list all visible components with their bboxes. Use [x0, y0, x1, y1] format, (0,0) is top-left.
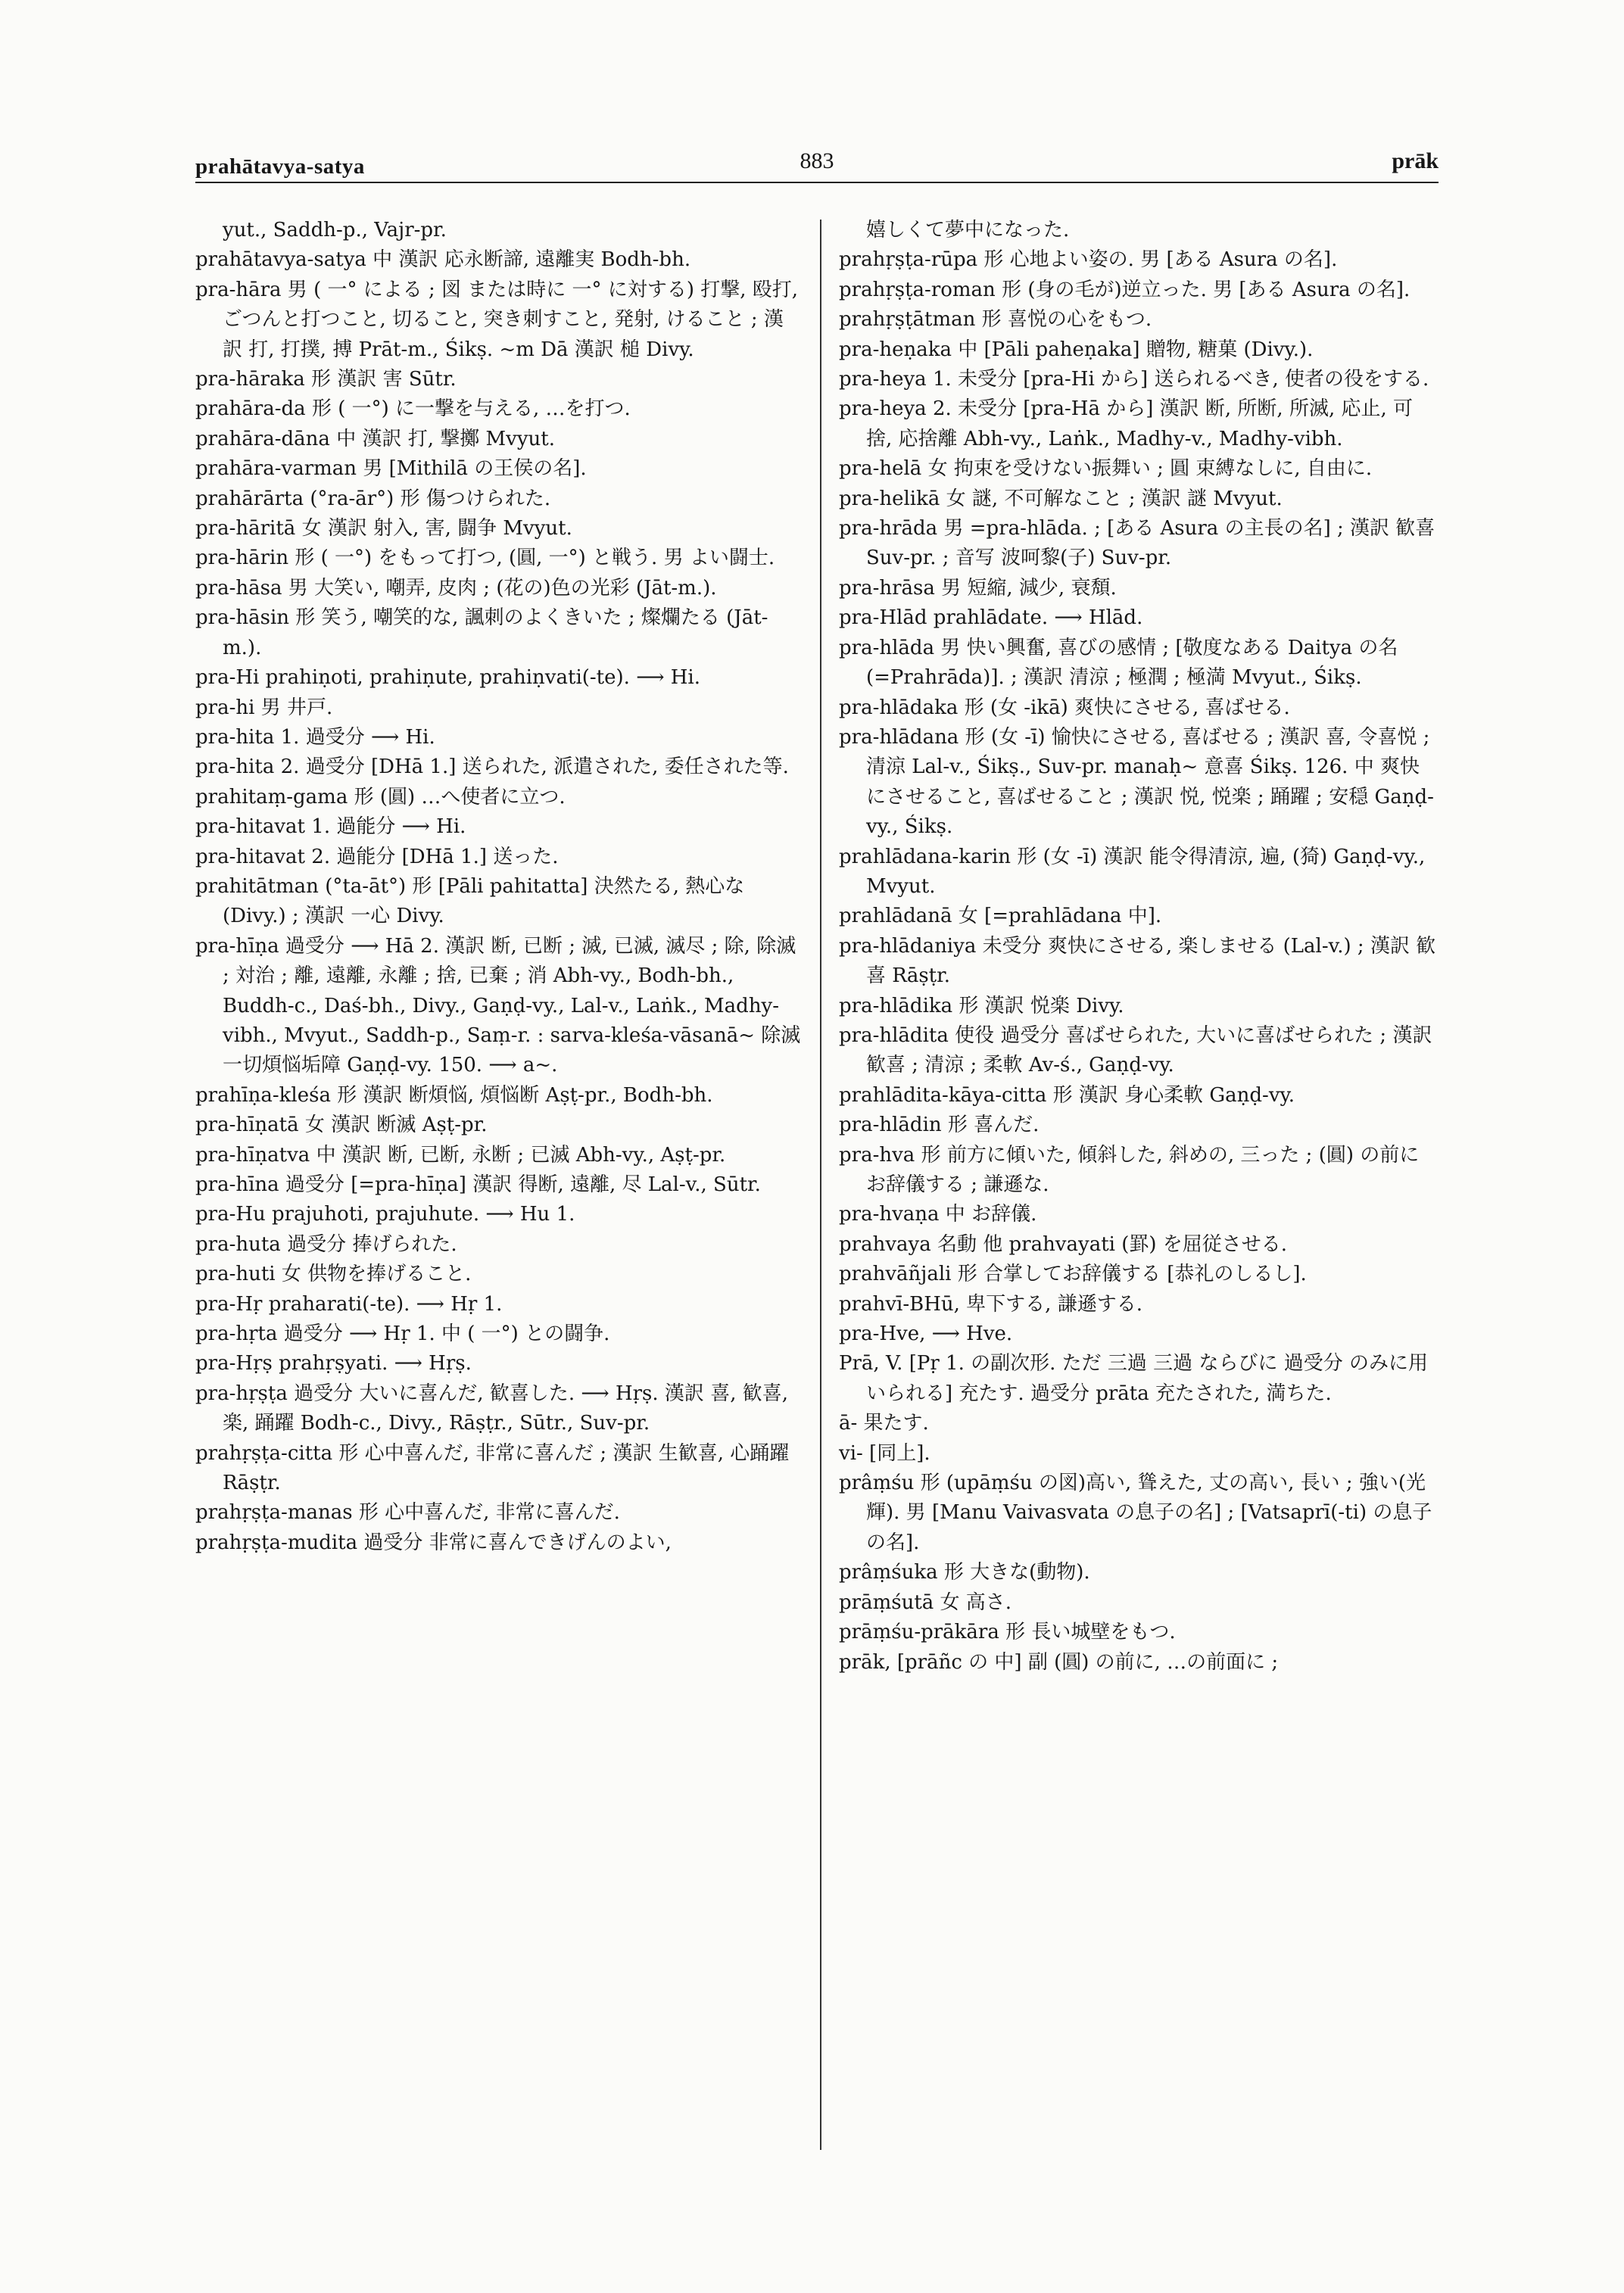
column-divider [820, 220, 821, 2150]
dictionary-entry: pra-hrāsa 男 短縮, 減少, 衰頽. [839, 576, 1117, 600]
dictionary-entry: pra-hitavat 2. 過能分 [DHā 1.] 送った. [195, 845, 559, 868]
dictionary-entry: prahitaṃ-gama 形 (圓) …へ使者に立つ. [195, 785, 566, 808]
dictionary-entry: pra-hāraka 形 漢訳 害 Sūtr. [195, 368, 457, 391]
dictionary-entry: prāk, [prāñc の 中] 副 (圓) の前に, …の前面に ; [839, 1650, 1279, 1674]
dictionary-entry: yut., Saddh-p., Vajr-pr. [223, 219, 447, 241]
dictionary-entry: pra-hāsa 男 大笑い, 嘲弄, 皮肉 ; (花の)色の光彩 (Jāt-m.). [195, 576, 717, 600]
dictionary-entry: prahitātman (°ta-āt°) 形 [Pāli pahitatta] 決然たる, 熱心な (Divy.) ; 漢訳 一心 Divy. [195, 874, 745, 928]
dictionary-entry: prahārārta (°ra-ār°) 形 傷つけられた. [195, 487, 551, 510]
dictionary-entry: pra-Hṛṣ prahṛṣyati. ⟶ Hṛṣ. [195, 1352, 472, 1375]
dictionary-entry: pra-hita 1. 過受分 ⟶ Hi. [195, 725, 435, 749]
dictionary-entry: pra-hṛta 過受分 ⟶ Hṛ 1. 中 ( 一°) との闘争. [195, 1323, 610, 1346]
dictionary-entry: prahṛṣṭa-citta 形 心中喜んだ, 非常に喜んだ ; 漢訳 生歓喜, 心踊躍 Rāṣṭr. [195, 1441, 790, 1495]
dictionary-entry: prahātavya-satya 中 漢訳 応永断諦, 遠離実 Bodh-bh. [195, 248, 691, 272]
dictionary-entry: Prā, V. [Pṛ 1. の副次形. ただ 三過 三過 ならびに 過受分 のみに用いられる] 充たす. 過受分 prāta 充たされた, 満ちた. [839, 1352, 1428, 1405]
dictionary-entry: pra-heya 2. 未受分 [pra-Hā から] 漢訳 断, 所断, 所滅, 応止, 可捨, 応捨離 Abh-vy., Laṅk., Madhy-v., Madhy-vibh. [839, 397, 1414, 450]
running-head-left: prahātavya-satya [195, 154, 365, 179]
dictionary-entry: prahvāñjali 形 合掌してお辞儀する [恭礼のしるし]. [839, 1263, 1307, 1286]
dictionary-entry: pra-hīṇa 過受分 ⟶ Hā 2. 漢訳 断, 已断 ; 滅, 已滅, 滅尽 ; 除, 除滅 ; 対治 ; 離, 遠離, 永離 ; 捨, 已棄 ; 消 Abh-vy., Bodh-bh., Buddh-c., Daś-bh., Divy., Gaṇḍ-vy., Lal-v., Laṅk., Madhy-vibh., Mvyut., Saddh-p., Saṃ-r. : sarva-kleśa-vāsanā~ 除滅一切煩悩垢障 Gaṇḍ-vy. 150. ⟶ a~. [195, 934, 801, 1077]
dictionary-entry: prahāra-da 形 ( 一°) に一撃を与える, …を打つ. [195, 397, 631, 421]
dictionary-entry: pra-hāra 男 ( 一° による ; 図 または時に 一° に対する) 打撃, 殴打, ごつんと打つこと, 切ること, 突き刺すこと, 発射, けること ; 漢訳 打, 打撲, 搏 Prāt-m., Śikṣ. ~m Dā 漢訳 槌 Divy. [195, 278, 799, 361]
dictionary-entry: prahāra-varman 男 [Mithilā の王侯の名]. [195, 457, 587, 481]
dictionary-entry: pra-heṇaka 中 [Pāli paheṇaka] 贈物, 糖菓 (Divy.). [839, 338, 1314, 361]
dictionary-entry: prahṛṣṭa-mudita 過受分 非常に喜んできげんのよい, [195, 1531, 672, 1554]
dictionary-entry: pra-hlādaka 形 (女 -ikā) 爽快にさせる, 喜ばせる. [839, 696, 1290, 719]
dictionary-entry: pra-hlādika 形 漢訳 悦楽 Divy. [839, 994, 1124, 1017]
dictionary-entry: pra-hīna 過受分 [=pra-hīṇa] 漢訳 得断, 遠離, 尽 Lal-v., Sūtr. [195, 1173, 761, 1196]
dictionary-entry: pra-huta 過受分 捧げられた. [195, 1232, 457, 1256]
dictionary-entry: pra-hita 2. 過受分 [DHā 1.] 送られた, 派遣された, 委任された等. [195, 756, 789, 779]
dictionary-entry: pra-hlādaniya 未受分 爽快にさせる, 楽しませる (Lal-v.) ; 漢訳 歓喜 Rāṣṭr. [839, 934, 1436, 988]
left-column [195, 216, 801, 1558]
dictionary-entry: prahṛṣṭātman 形 喜悦の心をもつ. [839, 308, 1152, 332]
dictionary-entry: prahlādanā 女 [=prahlādana 中]. [839, 905, 1162, 928]
dictionary-entry: pra-hīṇatva 中 漢訳 断, 已断, 永断 ; 已滅 Abh-vy., Aṣṭ-pr. [195, 1143, 726, 1167]
dictionary-entry: pra-hlāda 男 快い興奮, 喜びの感情 ; [敬度なある Daitya の名 (=Prahrāda)]. ; 漢訳 清涼 ; 極潤 ; 極満 Mvyut., Śikṣ. [839, 636, 1398, 690]
dictionary-entry: pra-Hlād prahlādate. ⟶ Hlād. [839, 606, 1143, 630]
dictionary-entry: pra-helikā 女 謎, 不可解なこと ; 漢訳 謎 Mvyut. [839, 487, 1283, 510]
page-number: 883 [800, 148, 834, 173]
dictionary-entry: pra-hrāda 男 =pra-hlāda. ; [ある Asura の主長の名] ; 漢訳 歓喜 Suv-pr. ; 音写 波呵黎(子) Suv-pr. [839, 517, 1435, 570]
dictionary-entry: pra-Hṛ praharati(-te). ⟶ Hṛ 1. [195, 1292, 503, 1316]
dictionary-entry: prahṛṣṭa-rūpa 形 心地よい姿の. 男 [ある Asura の名]. [839, 248, 1338, 272]
dictionary-entry: pra-Hu prajuhoti, prajuhute. ⟶ Hu 1. [195, 1203, 575, 1226]
dictionary-entry: pra-hāsin 形 笑う, 嘲笑的な, 諷刺のよくきいた ; 燦爛たる (Jāt-m.). [195, 606, 768, 659]
dictionary-entry: pra-heya 1. 未受分 [pra-Hi から] 送られるべき, 使者の役をする. [839, 368, 1429, 391]
dictionary-entry: pra-hṛṣṭa 過受分 大いに喜んだ, 歓喜した. ⟶ Hṛṣ. 漢訳 喜, 歓喜, 楽, 踊躍 Bodh-c., Divy., Rāṣṭr., Sūtr., Suv-pr. [195, 1382, 788, 1435]
dictionary-entry: pra-hārin 形 ( 一°) をもって打つ, (圓, 一°) と戦う. 男 よい闘士. [195, 547, 775, 570]
dictionary-entry: prahlādita-kāya-citta 形 漢訳 身心柔軟 Gaṇḍ-vy. [839, 1083, 1295, 1107]
dictionary-entry: pra-hi 男 井戸. [195, 696, 333, 719]
right-column [839, 216, 1439, 1678]
dictionary-entry: prahvaya 名動 他 prahvayati (罫) を屈従させる. [839, 1232, 1288, 1256]
dictionary-entry: prâṃśu 形 (upāṃśu の図)高い, 聳えた, 丈の高い, 長い ; 強い(光輝). 男 [Manu Vaivasvata の息子の名] ; [Vatsaprī(-ti) の息子の名]. [839, 1472, 1432, 1554]
dictionary-entry: pra-hvaṇa 中 お辞儀. [839, 1203, 1037, 1226]
dictionary-entry: prahṛṣṭa-roman 形 (身の毛が)逆立った. 男 [ある Asura の名]. [839, 278, 1410, 301]
dictionary-entry: pra-hlādin 形 喜んだ. [839, 1114, 1040, 1137]
dictionary-entry: prahṛṣṭa-manas 形 心中喜んだ, 非常に喜んだ. [195, 1501, 620, 1525]
header-rule [195, 182, 1439, 183]
page-header [195, 148, 1439, 183]
dictionary-entry: prahīṇa-kleśa 形 漢訳 断煩悩, 煩悩断 Aṣṭ-pr., Bodh-bh. [195, 1083, 713, 1107]
dictionary-entry: vi- [同上]. [839, 1441, 930, 1465]
dictionary-entry: 嬉しくて夢中になった. [866, 219, 1070, 241]
dictionary-entry: pra-hīṇatā 女 漢訳 断滅 Aṣṭ-pr. [195, 1114, 488, 1137]
dictionary-entry: pra-hāritā 女 漢訳 射入, 害, 闘争 Mvyut. [195, 517, 572, 541]
dictionary-entry: prahlādana-karin 形 (女 -ī) 漢訳 能令得清涼, 遍, (猗) Gaṇḍ-vy., Mvyut. [839, 845, 1426, 898]
dictionary-entry: pra-hlādana 形 (女 -ī) 愉快にさせる, 喜ばせる ; 漢訳 喜, 令喜悦 ; 清涼 Lal-v., Śikṣ., Suv-pr. manaḥ~ 意喜 Śikṣ. 126. 中 爽快にさせること, 喜ばせること ; 漢訳 悦, 悦楽 ; 踊躍 ; 安穏 Gaṇḍ-vy., Śikṣ. [839, 725, 1434, 839]
dictionary-entry: prāṃśu-prākāra 形 長い城壁をもつ. [839, 1621, 1176, 1644]
dictionary-entry: pra-hitavat 1. 過能分 ⟶ Hi. [195, 815, 466, 839]
dictionary-entry: pra-Hve, ⟶ Hve. [839, 1323, 1013, 1346]
dictionary-entry: prahāra-dāna 中 漢訳 打, 撃擲 Mvyut. [195, 427, 555, 450]
dictionary-entry: prâṃśuka 形 大きな(動物). [839, 1561, 1090, 1584]
dictionary-entry: pra-hlādita 使役 過受分 喜ばせられた, 大いに喜ばせられた ; 漢訳 歓喜 ; 清涼 ; 柔軟 Av-ś., Gaṇḍ-vy. [839, 1023, 1432, 1077]
dictionary-entry: ā- 果たす. [839, 1412, 929, 1435]
running-head-right: prāk [1392, 148, 1439, 173]
dictionary-entry: prahvī-BHū, 卑下する, 謙遜する. [839, 1292, 1142, 1316]
dictionary-entry: prāṃśutā 女 高さ. [839, 1590, 1012, 1614]
dictionary-entry: pra-huti 女 供物を捧げること. [195, 1263, 472, 1286]
dictionary-entry: pra-Hi prahiṇoti, prahiṇute, prahiṇvati(-te). ⟶ Hi. [195, 666, 700, 690]
dictionary-entry: pra-hva 形 前方に傾いた, 傾斜した, 斜めの, 三った ; (圓) の前にお辞儀する ; 謙遜な. [839, 1143, 1420, 1196]
dictionary-entry: pra-helā 女 拘束を受けない振舞い ; 圓 束縛なしに, 自由に. [839, 457, 1373, 481]
